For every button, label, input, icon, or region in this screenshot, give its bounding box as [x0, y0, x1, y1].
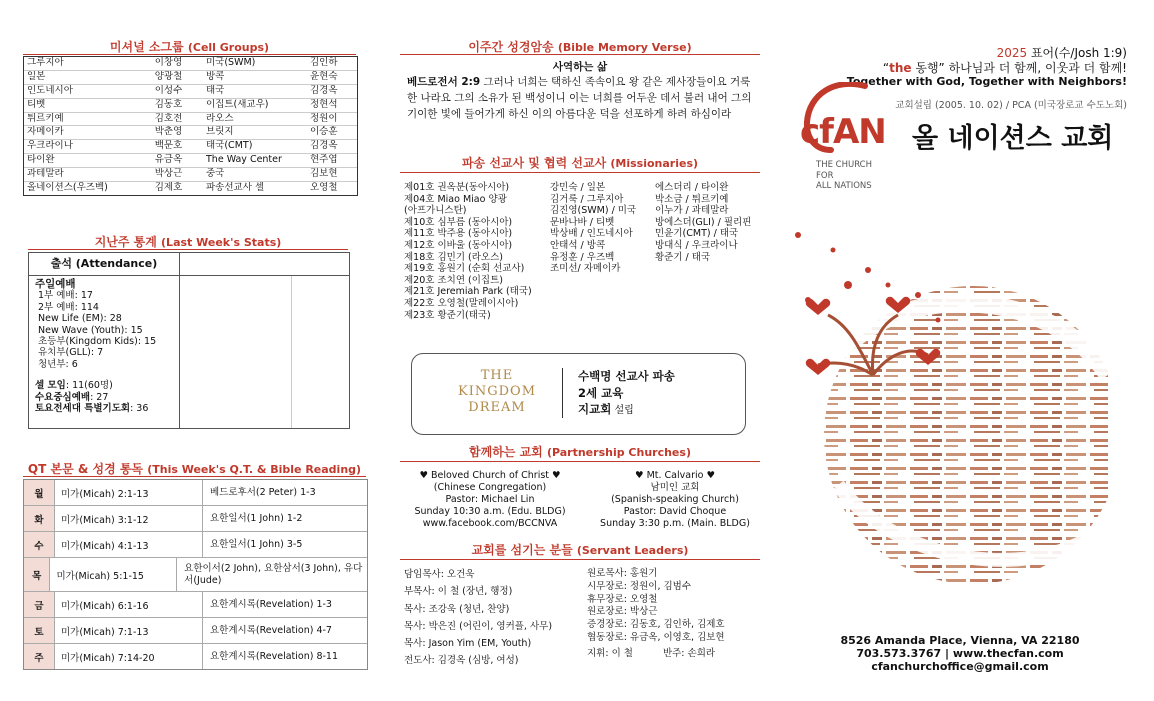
cell-group-leader: 박춘영 [154, 126, 183, 138]
qt-ot-reading: 미가(Micah) 4:1-13 [55, 532, 203, 557]
stat-line: 초등부(Kingdom Kids): 15 [38, 336, 157, 348]
qt-row [24, 480, 367, 506]
missionary-item: 강민숙 / 일본 [550, 182, 606, 193]
stats-box [28, 252, 350, 429]
stats-divider [179, 253, 180, 428]
missionaries-title-ko: 파송 선교사 및 협력 선교사 [461, 156, 607, 170]
tagline-1: THE CHURCH [816, 160, 873, 170]
year-theme-rest: 표어(수/Josh 1:9) [1027, 46, 1127, 60]
cell-group-region-2: 태국(CMT) [206, 140, 253, 152]
cell-group-leader-2: 윤현숙 [310, 70, 338, 82]
stats-title-ko: 지난주 통계 [94, 235, 157, 249]
cell-groups-rule [23, 54, 356, 55]
accompanist: 반주: 손희라 [662, 648, 716, 659]
cell-group-region: 티벳 [27, 98, 46, 110]
cell-group-region-2: 방콕 [206, 70, 225, 82]
sat-stat-value: : 36 [130, 403, 149, 415]
stats-title [28, 233, 348, 250]
servants-last [587, 645, 715, 659]
verse-body: 그러나 너희는 택하신 족속이요 왕 같은 제사장들이요 거룩한 나라요 그의 소유가 된 백성이니 이는 너희를 어두운 데서 불러 내어 그의 기이한 빛에 들어가게 하신 이의 아름다운 덕을 선포하게 하려 하심이라 [407, 76, 752, 120]
motto-quote: “ [882, 61, 890, 75]
cell-group-row [24, 113, 357, 127]
missionary-item: 제21호 Jeremiah Park (태국) [404, 286, 532, 298]
partner-church-right [585, 470, 765, 530]
cell-group-row [24, 85, 357, 99]
wed-stat-label: 수요중심예배 [35, 391, 91, 403]
motto-ko [883, 59, 1127, 76]
missionaries-rule [400, 172, 760, 173]
missionary-item: 제19호 홍원기 (순회 선교사) [404, 263, 525, 275]
cfan-tagline [816, 160, 872, 192]
wed-stat-value: : 27 [90, 391, 109, 403]
cell-stat-label: 셀 모임 [35, 380, 66, 392]
stats-rule [28, 249, 348, 250]
goal-3b: 설립 [611, 405, 634, 416]
cell-group-region: 자메이카 [27, 126, 64, 138]
qt-rule [23, 476, 366, 477]
cell-groups-title-en: (Cell Groups) [187, 41, 270, 54]
cell-group-leader: 이창영 [154, 57, 183, 68]
servant-item: 담임목사: 오건욱 [404, 569, 475, 580]
goal-3 [578, 401, 675, 420]
partner-line: 남미인 교회 [650, 482, 700, 493]
globe-scripture-art [788, 225, 1108, 625]
cell-group-region: 과테말라 [27, 168, 64, 180]
partner-line: www.facebook.com/BCCNVA [422, 518, 558, 529]
missionary-item: 제22호 오영철(말레이시아) [404, 297, 519, 309]
partner-line: ♥ Mt. Calvario ♥ [635, 470, 715, 481]
partner-line: Pastor: David Choque [623, 506, 727, 517]
servant-item: 목사: 조강욱 (청년, 찬양) [404, 603, 510, 615]
qt-ot-reading: 미가(Micah) 2:1-13 [55, 480, 203, 505]
cell-group-row [24, 99, 357, 113]
qt-day: 화 [24, 506, 55, 531]
partners-title-ko: 함께하는 교회 [469, 445, 543, 459]
cell-group-leader: 양광철 [154, 70, 183, 82]
servant-item: 협동장로: 유금옥, 이영호, 김보현 [587, 631, 725, 643]
globe-illustration [788, 225, 1108, 625]
verse-title-en: (Bible Memory Verse) [557, 41, 692, 54]
partner-church-left [400, 470, 580, 530]
qt-ot-reading: 미가(Micah) 5:1-15 [50, 558, 177, 591]
servant-item: 전도사: 김경옥 (심방, 여성) [404, 655, 519, 667]
missionary-item: 문바나바 / 티벳 [550, 216, 615, 228]
tagline-2: FOR [816, 170, 834, 181]
qt-row [24, 592, 367, 618]
cell-group-leader-2: 이승훈 [310, 126, 338, 138]
partner-line: (Chinese Congregation) [433, 482, 547, 493]
missionary-item: 황준기 / 태국 [655, 251, 711, 263]
kingdom-line-2: KINGDOM [458, 384, 536, 399]
missionary-item: 제18호 김민기 (라오스) [404, 251, 503, 263]
servants-right [587, 568, 725, 645]
stats-divider-h [179, 275, 349, 276]
servants-rule [400, 559, 760, 560]
missionary-item: 민윤기(CMT) / 태국 [655, 228, 739, 240]
church-name-ko: 올 네이션스 교회 [912, 123, 1114, 154]
missionary-item: 이누가 / 과테말라 [655, 205, 729, 217]
qt-row [24, 532, 367, 558]
verse-title [400, 38, 760, 55]
servant-item: 원로장로: 박상근 [587, 606, 658, 618]
cell-group-row [24, 154, 357, 168]
cell-group-leader-2: 김경옥 [310, 84, 338, 96]
servants-left [404, 566, 552, 670]
cell-group-row [24, 71, 357, 85]
servant-item: 증경장로: 김동호, 김인하, 김제호 [587, 619, 725, 631]
cell-group-leader: 박상근 [154, 168, 183, 180]
cell-group-region-2: 중국 [206, 168, 225, 180]
cell-group-leader-2: 정현석 [310, 98, 338, 110]
cell-group-leader-2: 정원이 [310, 112, 338, 124]
kingdom-divider [562, 368, 563, 418]
sat-stat-label: 토요전세대 특별기도회 [35, 403, 131, 415]
missionaries-col-1 [404, 182, 532, 321]
missionary-item: 제11호 박주용 (동아시아) [404, 228, 513, 240]
cell-group-row [24, 140, 357, 154]
cell-group-region-2: 파송선교사 셀 [206, 182, 265, 194]
qt-ot-reading: 미가(Micah) 7:1-13 [55, 618, 203, 643]
servant-item: 휴무장로: 오영철 [587, 593, 658, 605]
goal-2: 2세 교육 [578, 385, 624, 400]
wed-stat [35, 392, 177, 403]
cell-group-row [24, 126, 357, 140]
cell-group-region: 타이완 [27, 154, 55, 166]
cell-group-row [24, 57, 357, 71]
stat-lines [35, 290, 177, 370]
qt-nt-reading: 요한계시록(Revelation) 1-3 [210, 598, 332, 610]
cell-groups-title-ko: 미셔널 소그룹 [109, 40, 184, 54]
missionary-item: 김진영(SWM) / 미국 [550, 205, 637, 217]
servants-title [400, 541, 760, 558]
stats-title-en: (Last Week's Stats) [161, 236, 282, 249]
stats-body [35, 279, 177, 414]
missionary-item: 제04호 Miao Miao 양광 [404, 193, 507, 205]
qt-ot-reading: 미가(Micah) 3:1-12 [55, 506, 203, 531]
cell-group-row [24, 168, 357, 182]
cell-group-leader-2: 오영철 [310, 182, 338, 194]
attendance-header: 출석 (Attendance) [29, 253, 180, 276]
qt-day: 토 [24, 618, 55, 643]
stat-line: New Life (EM): 28 [38, 313, 122, 325]
cell-group-leader: 백문호 [154, 140, 183, 152]
cell-group-region-2: 태국 [206, 84, 225, 96]
qt-day: 주 [24, 644, 55, 669]
qt-row [24, 618, 367, 644]
partner-line: Sunday 3:30 p.m. (Main. BLDG) [600, 518, 750, 529]
servant-item: 부목사: 이 철 (장년, 행정) [404, 586, 513, 598]
cell-stat [35, 380, 177, 391]
stat-line: 청년부: 6 [38, 358, 78, 370]
kingdom-dream-logo [442, 368, 552, 416]
contact-block [820, 634, 1100, 673]
email[interactable]: cfanchurchoffice@gmail.com [871, 660, 1049, 673]
goal-3a: 지교회 [578, 402, 612, 416]
partners-title [400, 443, 760, 460]
servant-item: 목사: 박은진 (어린이, 영커플, 사무) [404, 620, 553, 632]
cell-group-region: 우크라이나 [27, 140, 73, 152]
verse-title-ko: 이주간 성경암송 [468, 40, 554, 54]
qt-nt-reading: 요한계시록(Revelation) 8-11 [210, 650, 339, 662]
cell-group-region: 인도네시아 [27, 84, 73, 96]
partners-rule [400, 461, 760, 462]
missionary-item: 에스더리 / 타이완 [655, 182, 729, 193]
cell-groups-table [23, 56, 358, 196]
qt-title-ko: QT 본문 & 성경 통독 [27, 462, 144, 476]
qt-row [24, 558, 367, 592]
missionaries-col-2 [550, 182, 636, 275]
qt-title [23, 460, 366, 477]
qt-ot-reading: 미가(Micah) 6:1-16 [55, 592, 203, 617]
stats-divider-2 [291, 275, 292, 428]
missionary-item: 제20호 조치연 (이집트) [404, 274, 503, 286]
qt-row [24, 506, 367, 532]
stat-line: 2부 예배: 114 [38, 301, 99, 313]
servant-item: 시무장로: 정원이, 김범수 [587, 580, 692, 592]
missionaries-col-3 [655, 182, 751, 263]
qt-ot-reading: 미가(Micah) 7:14-20 [55, 644, 203, 669]
partners-title-en: (Partnership Churches) [546, 446, 691, 459]
missionary-item: 제12호 이바울 (동아시아) [404, 239, 513, 251]
partner-line: (Spanish-speaking Church) [611, 494, 739, 505]
missionaries-title-en: (Missionaries) [610, 157, 699, 170]
servants-title-ko: 교회를 섬기는 분들 [471, 543, 573, 557]
phone-website[interactable]: 703.573.3767 | www.thecfan.com [856, 647, 1064, 660]
qt-day: 목 [24, 558, 50, 591]
qt-nt-reading: 베드로후서(2 Peter) 1-3 [210, 486, 316, 498]
cell-group-leader-2: 김보현 [310, 168, 338, 180]
cell-group-region-2: 미국(SWM) [206, 57, 256, 68]
cell-group-region-2: 라오스 [206, 112, 234, 124]
missionary-item: 방에스더(GLI) / 필리핀 [655, 216, 752, 228]
motto-the: the [889, 61, 912, 75]
cell-group-region: 튀르키예 [27, 112, 64, 124]
verse-ref: 베드로전서 2:9 [407, 76, 481, 88]
servants-title-en: (Servant Leaders) [576, 544, 689, 557]
motto-ko-text: 동행” 하나님과 더 함께, 이웃과 더 함께! [911, 61, 1127, 75]
motto-en: Together with God, Together with Neighbors! [846, 75, 1127, 88]
cell-group-leader: 이성수 [154, 84, 183, 96]
servant-item: 원로목사: 홍원기 [587, 568, 658, 579]
missionary-item: 박소금 / 튀르키예 [655, 193, 729, 205]
missionary-item: 박상배 / 인도네시아 [550, 228, 633, 240]
kingdom-dream-box [411, 353, 746, 435]
year-theme-year: 2025 [996, 46, 1028, 60]
partner-line: Sunday 10:30 a.m. (Edu. BLDG) [414, 506, 566, 517]
qt-day: 금 [24, 592, 55, 617]
kingdom-line-3: DREAM [468, 400, 526, 415]
qt-day: 월 [24, 480, 55, 505]
missionary-item: (아프가니스탄) [404, 205, 467, 217]
kingdom-line-1: THE [480, 368, 514, 383]
cfan-wordmark: cfAN [800, 112, 886, 152]
cell-group-region: 일본 [27, 70, 46, 82]
missionaries-title [400, 154, 760, 171]
missionary-item: 제01호 권옥분(동아시아) [404, 182, 510, 193]
missionary-item: 김거룩 / 그루지아 [550, 193, 624, 205]
cell-group-leader: 김동호 [154, 98, 183, 110]
cell-groups-title [23, 38, 356, 55]
missionary-item: 조미선/ 자메이카 [550, 263, 621, 275]
cell-group-leader: 유금옥 [154, 154, 183, 166]
goal-1: 수백명 선교사 파송 [578, 369, 675, 383]
stat-line: New Wave (Youth): 15 [38, 324, 143, 336]
missionary-item: 유정훈 / 우즈벡 [550, 251, 615, 263]
cell-group-row [24, 182, 357, 195]
cell-stat-value: : 11(60명) [65, 380, 113, 392]
qt-title-en: (This Week's Q.T. & Bible Reading) [147, 463, 362, 476]
sunday-title: 주일예배 [35, 278, 76, 290]
cell-group-region: 그루지아 [27, 57, 64, 68]
qt-day: 수 [24, 532, 55, 557]
cell-group-leader-2: 김인하 [310, 57, 338, 68]
partner-line: ♥ Beloved Church of Christ ♥ [419, 470, 561, 481]
stat-line: 1부 예배: 17 [38, 290, 93, 302]
cell-group-leader: 김호전 [154, 112, 183, 124]
qt-table [23, 479, 368, 670]
sat-stat [35, 403, 177, 414]
verse-rule [400, 54, 760, 55]
cell-group-leader-2: 현주엽 [310, 154, 338, 166]
missionary-item: 제10호 심부름 (동아시아) [404, 216, 513, 228]
conductor: 지휘: 이 철 [587, 648, 633, 659]
verse-subtitle: 사역하는 삶 [552, 61, 608, 73]
missionary-item: 제23호 황준기(태국) [404, 309, 491, 321]
cell-group-region-2: 이집트(새교우) [206, 98, 269, 110]
cell-group-leader-2: 김경옥 [310, 140, 338, 152]
cell-group-region: 올네이션스(우즈벡) [27, 182, 108, 194]
qt-nt-reading: 요한계시록(Revelation) 4-7 [210, 624, 332, 636]
address: 8526 Amanda Place, Vienna, VA 22180 [840, 634, 1080, 647]
cell-group-leader: 김제호 [154, 182, 183, 194]
missionary-item: 방대식 / 우크라이나 [655, 239, 738, 251]
verse-text [407, 74, 752, 122]
qt-nt-reading: 요한일서(1 John) 3-5 [210, 538, 303, 550]
kingdom-goals [578, 368, 675, 420]
missionary-item: 안태석 / 방콕 [550, 239, 606, 251]
qt-row [24, 644, 367, 669]
servant-item: 목사: Jason Yim (EM, Youth) [404, 638, 532, 650]
partner-line: Pastor: Michael Lin [445, 494, 535, 505]
tagline-3: ALL NATIONS [816, 181, 872, 191]
founded: 교회설립 (2005. 10. 02) / PCA (미국장로교 수도노회) [895, 100, 1127, 111]
cell-group-region-2: 브릿지 [206, 126, 234, 138]
qt-nt-reading: 요한일서(1 John) 1-2 [210, 512, 303, 524]
qt-nt-reading: 요한이서(2 John), 요한삼서(3 John), 유다서(Jude) [184, 562, 363, 586]
cell-group-region-2: The Way Center [206, 154, 282, 166]
stat-line: 유치부(GLL): 7 [38, 347, 104, 359]
